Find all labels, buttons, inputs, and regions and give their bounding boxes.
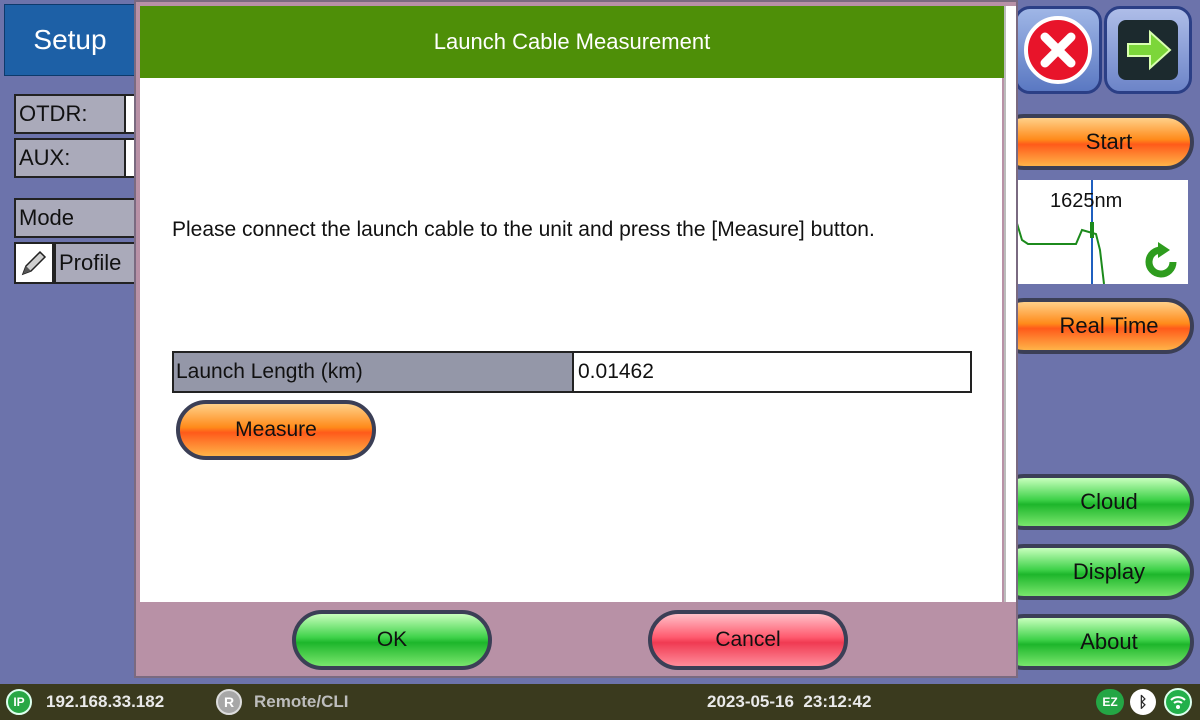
- about-button[interactable]: [996, 614, 1194, 670]
- about-button-label: About: [1080, 629, 1138, 654]
- wifi-icon[interactable]: [1164, 688, 1192, 716]
- ip-icon: IP: [6, 689, 32, 715]
- remote-cli-label: Remote/CLI: [254, 692, 349, 711]
- cloud-button-label: Cloud: [1080, 489, 1138, 514]
- cancel-button[interactable]: Cancel: [648, 610, 848, 670]
- next-button[interactable]: [1104, 6, 1192, 94]
- cloud-button[interactable]: [996, 474, 1194, 530]
- aux-label: AUX:: [14, 138, 126, 178]
- arrow-right-icon: [1116, 18, 1180, 82]
- bluetooth-icon[interactable]: ᛒ: [1130, 689, 1156, 715]
- close-icon: [1022, 14, 1094, 86]
- mode-label: Mode: [14, 198, 138, 238]
- instruction-text: Please connect the launch cable to the unit and press the [Measure] button.: [172, 218, 875, 241]
- otdr-label: OTDR:: [14, 94, 126, 134]
- realtime-button-label: Real Time: [1059, 313, 1159, 338]
- close-button[interactable]: [1014, 6, 1102, 94]
- realtime-button[interactable]: [996, 298, 1194, 354]
- setup-tab[interactable]: Setup: [4, 4, 136, 76]
- ez-icon[interactable]: EZ: [1096, 689, 1124, 715]
- launch-length-label: Launch Length (km): [172, 351, 574, 393]
- launch-length-input[interactable]: [572, 351, 972, 393]
- pencil-icon[interactable]: [14, 242, 54, 284]
- dialog-scrollbar[interactable]: [1004, 6, 1016, 602]
- dialog-title: Launch Cable Measurement: [140, 6, 1004, 78]
- start-button[interactable]: [996, 114, 1194, 170]
- profile-label[interactable]: Profile: [54, 242, 138, 284]
- dialog-body: [140, 78, 1002, 602]
- refresh-icon[interactable]: [1140, 240, 1184, 284]
- display-button-label: Display: [1072, 559, 1146, 584]
- remote-icon: R: [216, 689, 242, 715]
- trace-thumbnail[interactable]: [1016, 180, 1188, 284]
- ip-address: 192.168.33.182: [46, 692, 165, 711]
- ok-button[interactable]: OK: [292, 610, 492, 670]
- wavelength-label: 1625nm: [1050, 190, 1123, 212]
- status-bar: [0, 684, 1200, 720]
- start-button-label: Start: [1085, 129, 1133, 154]
- measure-button[interactable]: Measure: [176, 400, 376, 460]
- date-time: 2023-05-16 23:12:42: [707, 692, 872, 711]
- launch-cable-dialog: [134, 0, 1018, 678]
- display-button[interactable]: [996, 544, 1194, 600]
